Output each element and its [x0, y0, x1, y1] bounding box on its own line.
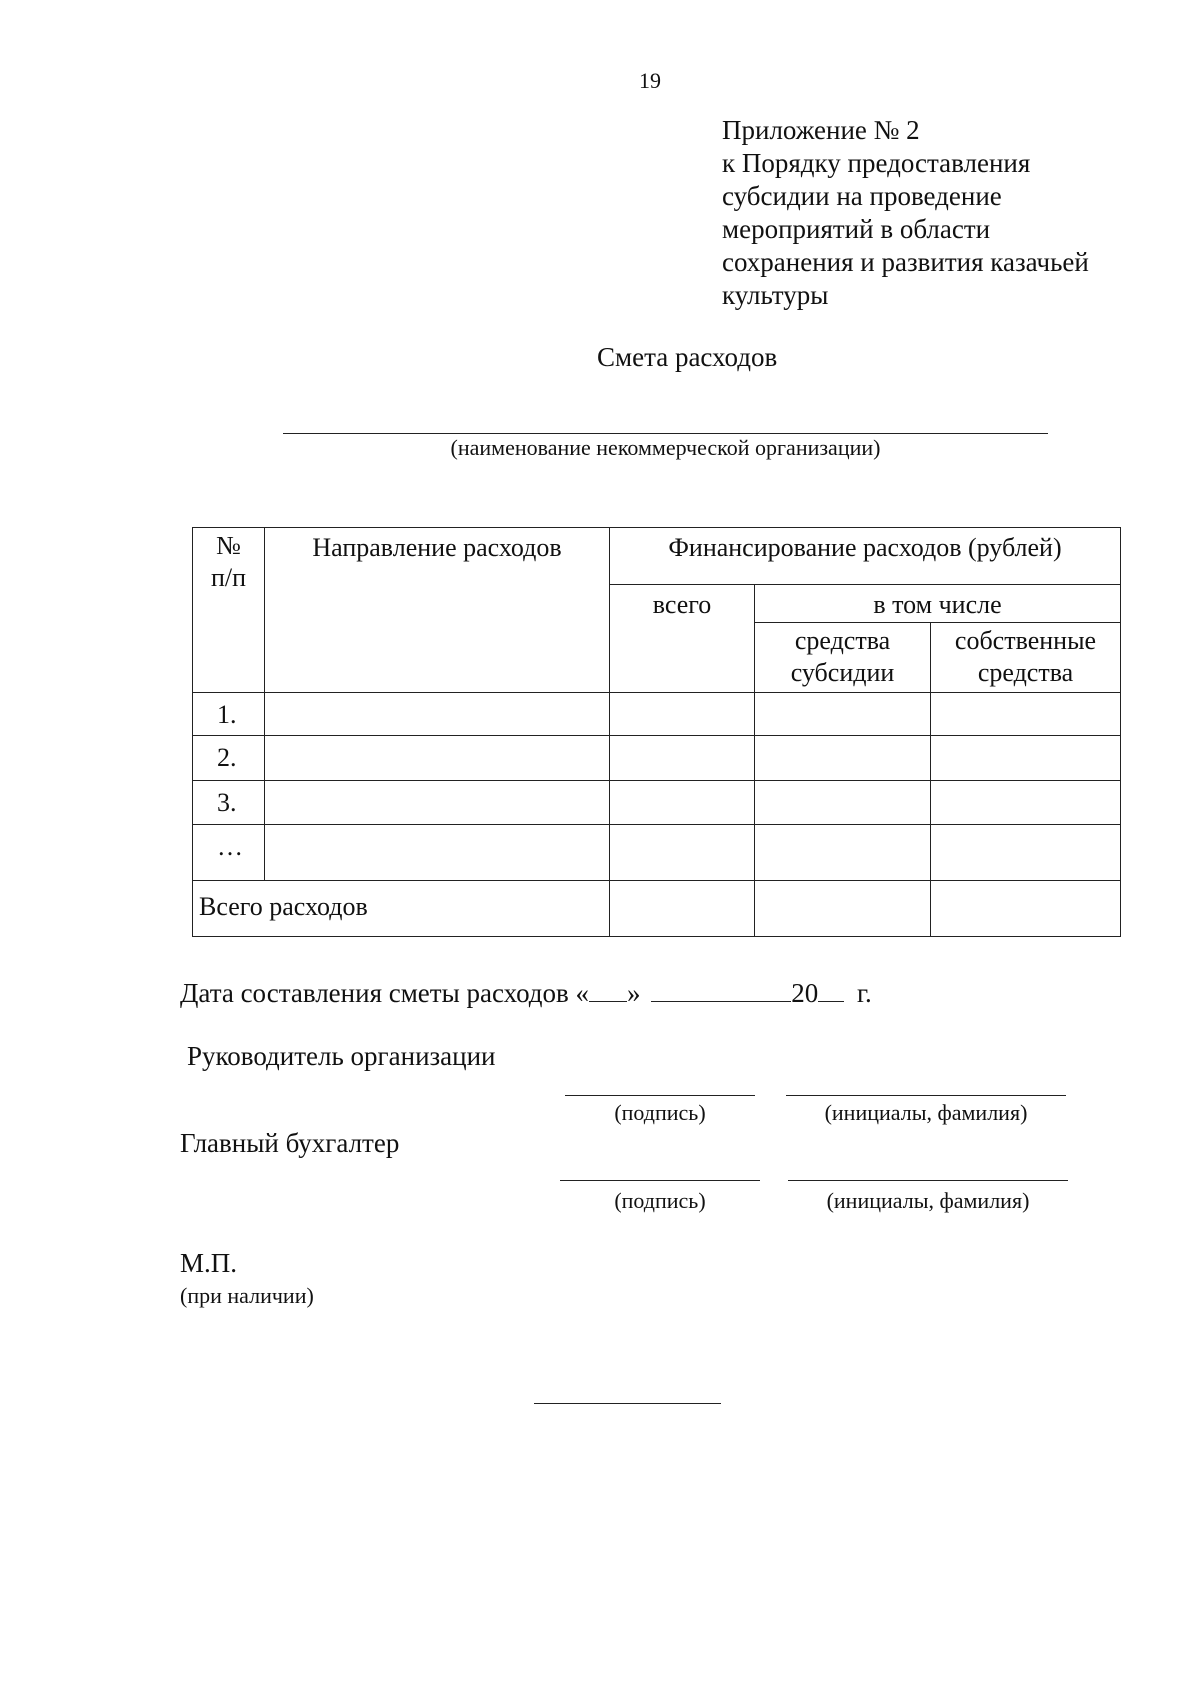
header-financing: Финансирование расходов (рублей) — [610, 528, 1121, 585]
cell-total[interactable] — [610, 781, 755, 825]
cell-subsidy[interactable] — [755, 736, 931, 781]
cell-total[interactable] — [610, 825, 755, 881]
cell-total-own-funds[interactable] — [931, 881, 1121, 937]
cell-own-funds[interactable] — [931, 736, 1121, 781]
stamp-note: (при наличии) — [180, 1283, 314, 1308]
cell-own-funds[interactable] — [931, 693, 1121, 736]
appendix-block — [722, 114, 1089, 312]
cell-direction[interactable] — [265, 825, 610, 881]
cell-subsidy[interactable] — [755, 781, 931, 825]
accountant-name-caption: (инициалы, фамилия) — [826, 1188, 1030, 1213]
month-blank[interactable] — [651, 977, 791, 1002]
cell-subsidy[interactable] — [755, 693, 931, 736]
appendix-line-3: субсидии на проведение — [722, 181, 1002, 211]
head-name-line[interactable] — [786, 1095, 1066, 1096]
header-number-line1: № — [216, 531, 241, 560]
appendix-line-5: сохранения и развития казачьей — [722, 247, 1089, 277]
appendix-line-1: Приложение № 2 — [722, 115, 920, 145]
page-number: 19 — [639, 68, 661, 93]
date-close-quote: » — [627, 978, 641, 1008]
head-of-organization-label: Руководитель организации — [187, 1041, 496, 1071]
total-row — [193, 881, 1121, 937]
day-blank[interactable] — [589, 977, 627, 1002]
header-subsidy-line2: субсидии — [790, 658, 895, 687]
cell-direction[interactable] — [265, 736, 610, 781]
header-direction: Направление расходов — [265, 528, 610, 693]
appendix-line-2: к Порядку предоставления — [722, 148, 1031, 178]
header-including: в том числе — [755, 585, 1121, 623]
head-signature-line[interactable] — [565, 1095, 755, 1096]
row-number: … — [193, 825, 265, 881]
year-blank[interactable] — [818, 977, 844, 1002]
year-suffix: г. — [857, 978, 872, 1008]
accountant-name-line[interactable] — [788, 1180, 1068, 1181]
organization-name-caption: (наименование некоммерческой организации) — [450, 435, 881, 460]
appendix-line-4: мероприятий в области — [722, 214, 991, 244]
table-row — [193, 736, 1121, 781]
cell-total-subsidy[interactable] — [755, 881, 931, 937]
header-subsidy — [755, 623, 931, 693]
table-row — [193, 825, 1121, 881]
cell-total[interactable] — [610, 693, 755, 736]
cell-total-sum[interactable] — [610, 881, 755, 937]
accountant-signature-caption: (подпись) — [614, 1188, 706, 1213]
year-prefix: 20 — [791, 978, 819, 1008]
accountant-signature-line[interactable] — [560, 1180, 760, 1181]
cell-subsidy[interactable] — [755, 825, 931, 881]
total-label: Всего расходов — [193, 881, 610, 937]
row-number: 2. — [193, 736, 265, 781]
cell-own-funds[interactable] — [931, 825, 1121, 881]
appendix-line-6: культуры — [722, 280, 829, 310]
cell-own-funds[interactable] — [931, 781, 1121, 825]
header-subsidy-line1: средства — [794, 626, 891, 655]
organization-name-line — [283, 433, 1048, 434]
header-number — [193, 528, 265, 693]
table-row — [193, 693, 1121, 736]
header-total: всего — [610, 585, 755, 693]
document-title: Смета расходов — [597, 342, 778, 372]
head-signature-caption: (подпись) — [614, 1100, 706, 1125]
stamp-label: М.П. — [180, 1248, 238, 1278]
end-of-document-line — [534, 1403, 721, 1404]
header-number-line2: п/п — [210, 563, 247, 592]
head-name-caption: (инициалы, фамилия) — [824, 1100, 1028, 1125]
header-own-funds — [931, 623, 1121, 693]
table-row — [193, 781, 1121, 825]
compilation-date-line — [180, 977, 872, 1009]
cell-total[interactable] — [610, 736, 755, 781]
cell-direction[interactable] — [265, 781, 610, 825]
expenses-table — [192, 527, 1121, 937]
row-number: 3. — [193, 781, 265, 825]
date-prefix: Дата составления сметы расходов « — [180, 978, 590, 1008]
row-number: 1. — [193, 693, 265, 736]
chief-accountant-label: Главный бухгалтер — [180, 1128, 400, 1158]
cell-direction[interactable] — [265, 693, 610, 736]
header-own-line1: собственные — [954, 626, 1097, 655]
header-own-line2: средства — [977, 658, 1074, 687]
